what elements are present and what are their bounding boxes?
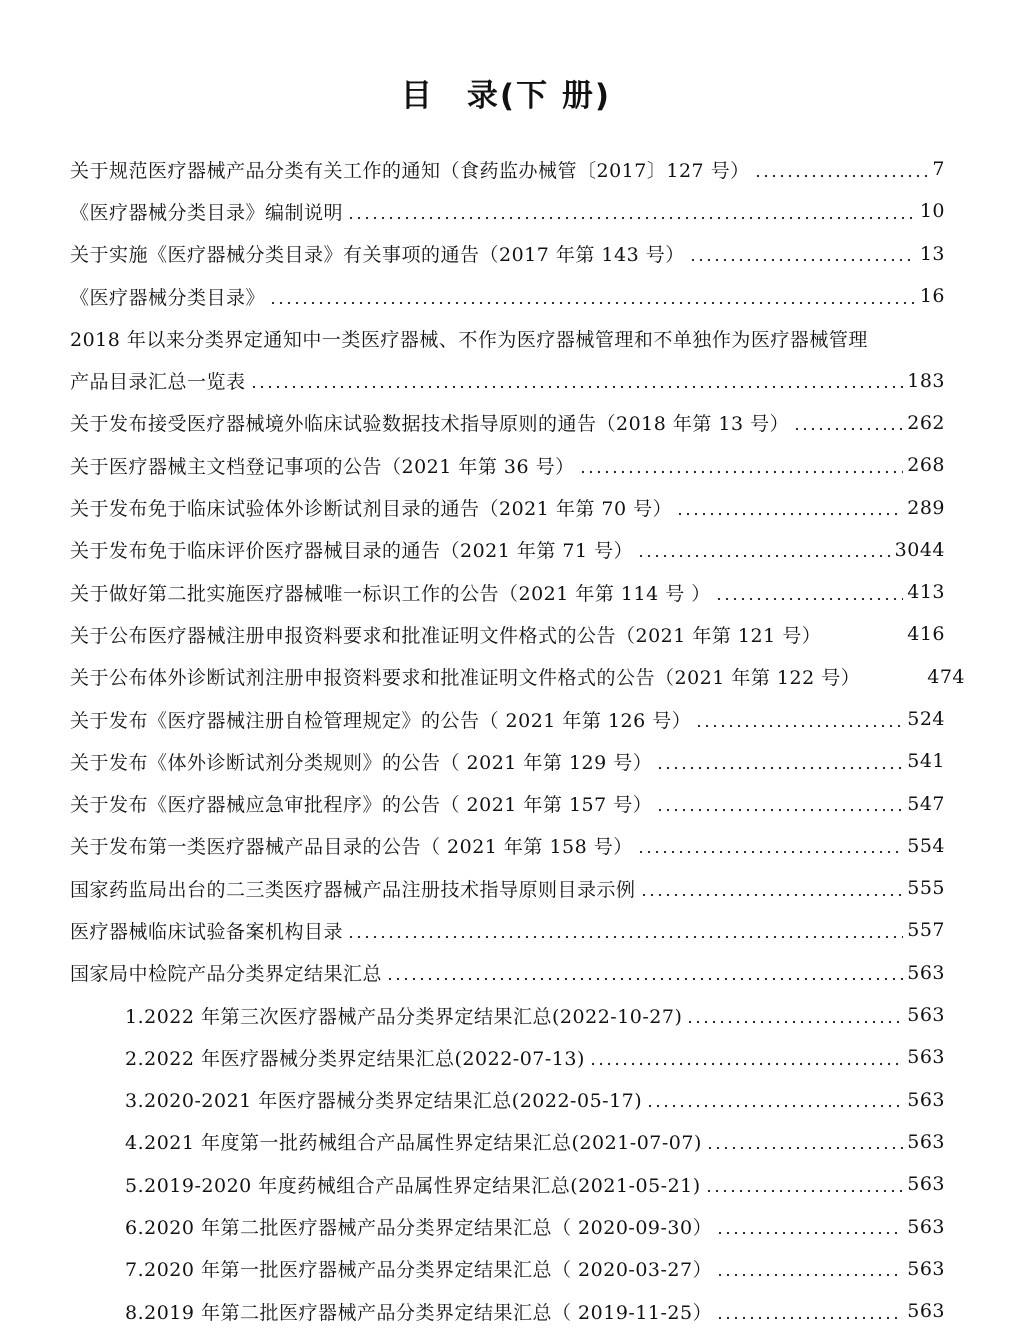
toc-entry-page: 563 — [907, 1004, 945, 1027]
toc-leader-dots — [715, 583, 903, 602]
toc-subentry[interactable] — [70, 1248, 945, 1290]
toc-leader-dots — [716, 1302, 903, 1321]
toc-entry-page: 563 — [907, 1173, 945, 1196]
toc-leader-dots — [637, 540, 890, 559]
toc-entry-text: 关于规范医疗器械产品分类有关工作的通知（食药监办械管〔2017〕127 号） — [70, 159, 750, 182]
toc-entry-text: 关于发布接受医疗器械境外临床试验数据技术指导原则的通告（2018 年第 13 号） — [70, 413, 790, 436]
toc-entry[interactable] — [70, 529, 945, 571]
toc-leader-dots — [686, 1006, 903, 1025]
toc-entry-page: 554 — [907, 834, 945, 857]
toc-entry-page: 16 — [919, 285, 945, 308]
toc-entry-page: 563 — [907, 961, 945, 984]
toc-leader-dots — [793, 413, 903, 432]
toc-entry-text: 国家局中检院产品分类界定结果汇总 — [70, 963, 383, 986]
toc-entry-text: 2018 年以来分类界定通知中一类医疗器械、不作为医疗器械管理和不单独作为医疗器械管理 — [70, 328, 868, 351]
toc-entry-page: 547 — [907, 792, 945, 815]
toc-leader-dots — [386, 963, 903, 982]
toc-entry-text: 4.2021 年度第一批药械组合产品属性界定结果汇总(2021-07-07) — [125, 1132, 702, 1155]
toc-leader-dots — [347, 921, 903, 940]
toc-entry-text: 关于发布《医疗器械应急审批程序》的公告（ 2021 年第 157 号） — [70, 794, 653, 817]
toc-entry[interactable] — [70, 571, 945, 613]
toc-entry[interactable] — [70, 317, 945, 359]
toc-leader-dots — [716, 1217, 903, 1236]
toc-entry-page: 289 — [907, 496, 945, 519]
toc-entry-page: 563 — [907, 1046, 945, 1069]
toc-entry-text: 关于医疗器械主文档登记事项的公告（2021 年第 36 号） — [70, 455, 575, 478]
toc-entry-page: 413 — [907, 581, 945, 604]
toc-entry-text: 8.2019 年第二批医疗器械产品分类界定结果汇总（ 2019-11-25） — [125, 1301, 713, 1324]
toc-entry-text: 《医疗器械分类目录》 — [70, 286, 266, 309]
toc-entry[interactable] — [70, 275, 945, 317]
toc-leader-dots — [347, 202, 916, 221]
toc-entry-page: 10 — [919, 200, 945, 223]
toc-entry[interactable] — [70, 359, 945, 401]
toc-entry-text: 产品目录汇总一览表 — [70, 371, 246, 394]
toc-entry[interactable] — [70, 952, 945, 994]
toc-entry-page: 3044 — [894, 538, 945, 561]
toc-leader-dots — [716, 1259, 903, 1278]
toc-entry-page: 563 — [907, 1088, 945, 1111]
toc-entry-text: 医疗器械临床试验备案机构目录 — [70, 920, 344, 943]
toc-subentry[interactable] — [70, 1079, 945, 1121]
toc-subentry[interactable] — [70, 1036, 945, 1078]
page-title: 目 录(下 册) — [400, 78, 612, 114]
toc-entry-text: 《医疗器械分类目录》编制说明 — [70, 201, 344, 224]
toc-entry-text: 关于发布《体外诊断试剂分类规则》的公告（ 2021 年第 129 号） — [70, 751, 653, 774]
toc-entry[interactable] — [70, 698, 945, 740]
toc-entry-text: 关于实施《医疗器械分类目录》有关事项的通告（2017 年第 143 号） — [70, 244, 685, 267]
toc-subentry[interactable] — [70, 1290, 945, 1332]
toc-leader-dots — [640, 879, 904, 898]
toc-leader-dots — [637, 836, 903, 855]
toc-leader-dots — [754, 160, 929, 179]
toc-entry[interactable] — [70, 148, 945, 190]
toc-entry-page: 268 — [907, 454, 945, 477]
toc-entry-page: 563 — [907, 1300, 945, 1323]
toc-subentry[interactable] — [70, 994, 945, 1036]
toc-entry[interactable] — [70, 402, 945, 444]
toc-entry-page: 563 — [907, 1257, 945, 1280]
toc-entry-text: 关于公布医疗器械注册申报资料要求和批准证明文件格式的公告（2021 年第 121 号） — [70, 624, 822, 647]
table-of-contents — [70, 148, 965, 1332]
toc-entry-page: 7 — [932, 158, 945, 181]
toc-entry-text: 关于发布免于临床试验体外诊断试剂目录的通告（2021 年第 70 号） — [70, 498, 673, 521]
toc-entry-page: 524 — [907, 708, 945, 730]
toc-entry[interactable] — [70, 233, 945, 275]
toc-entry[interactable] — [70, 782, 945, 824]
toc-entry[interactable] — [70, 486, 945, 528]
toc-leader-dots — [250, 371, 904, 390]
toc-leader-dots — [656, 752, 903, 771]
toc-entry-text: 1.2022 年第三次医疗器械产品分类界定结果汇总(2022-10-27) — [125, 1005, 683, 1028]
toc-subentry[interactable] — [70, 1163, 945, 1205]
toc-leader-dots — [656, 794, 903, 813]
toc-entry-text: 关于发布免于临床评价医疗器械目录的通告（2021 年第 71 号） — [70, 540, 634, 563]
toc-entry[interactable] — [70, 656, 965, 698]
toc-entry[interactable] — [70, 867, 945, 909]
toc-entry-page: 262 — [907, 411, 945, 434]
toc-entry[interactable] — [70, 825, 945, 867]
toc-entry-text: 7.2020 年第一批医疗器械产品分类界定结果汇总（ 2020-03-27） — [125, 1259, 713, 1282]
toc-entry-text: 6.2020 年第二批医疗器械产品分类界定结果汇总（ 2020-09-30） — [125, 1217, 713, 1240]
toc-entry-page: 557 — [907, 919, 945, 942]
toc-entry-text: 关于公布体外诊断试剂注册申报资料要求和批准证明文件格式的公告（2021 年第 122 号） — [70, 667, 861, 690]
toc-entry-text: 关于发布《医疗器械注册自检管理规定》的公告（ 2021 年第 126 号） — [70, 709, 692, 732]
toc-entry-page: 416 — [907, 623, 945, 646]
toc-leader-dots — [579, 456, 904, 475]
toc-entry[interactable] — [70, 444, 945, 486]
toc-entry-text: 2.2022 年医疗器械分类界定结果汇总(2022-07-13) — [125, 1047, 585, 1070]
toc-entry[interactable] — [70, 740, 945, 782]
toc-leader-dots — [695, 710, 903, 729]
toc-leader-dots — [646, 1090, 903, 1109]
toc-leader-dots — [269, 287, 916, 306]
toc-subentry[interactable] — [70, 1121, 945, 1163]
toc-entry-page: 563 — [907, 1215, 945, 1238]
toc-entry-page: 541 — [907, 750, 945, 773]
toc-entry-text: 3.2020-2021 年医疗器械分类界定结果汇总(2022-05-17) — [125, 1090, 643, 1113]
toc-leader-dots — [676, 498, 903, 517]
toc-leader-dots — [689, 244, 916, 263]
toc-leader-dots — [589, 1048, 903, 1067]
toc-entry[interactable] — [70, 909, 945, 951]
toc-entry-page: 555 — [907, 877, 945, 900]
toc-leader-dots — [706, 1132, 903, 1151]
toc-entry-page: 183 — [907, 369, 945, 392]
toc-entry[interactable] — [70, 190, 945, 232]
toc-entry-page: 13 — [919, 242, 945, 265]
toc-subentry[interactable] — [70, 1205, 945, 1247]
toc-entry[interactable] — [70, 613, 945, 655]
toc-entry-page: 563 — [907, 1130, 945, 1153]
toc-entry-page: 474 — [927, 665, 965, 688]
toc-entry-text: 关于做好第二批实施医疗器械唯一标识工作的公告（2021 年第 114 号 ） — [70, 582, 711, 605]
toc-leader-dots — [705, 1175, 904, 1194]
toc-entry-text: 国家药监局出台的二三类医疗器械产品注册技术指导原则目录示例 — [70, 878, 636, 901]
toc-entry-text: 关于发布第一类医疗器械产品目录的公告（ 2021 年第 158 号） — [70, 836, 633, 859]
toc-entry-text: 5.2019-2020 年度药械组合产品属性界定结果汇总(2021-05-21) — [125, 1174, 701, 1197]
